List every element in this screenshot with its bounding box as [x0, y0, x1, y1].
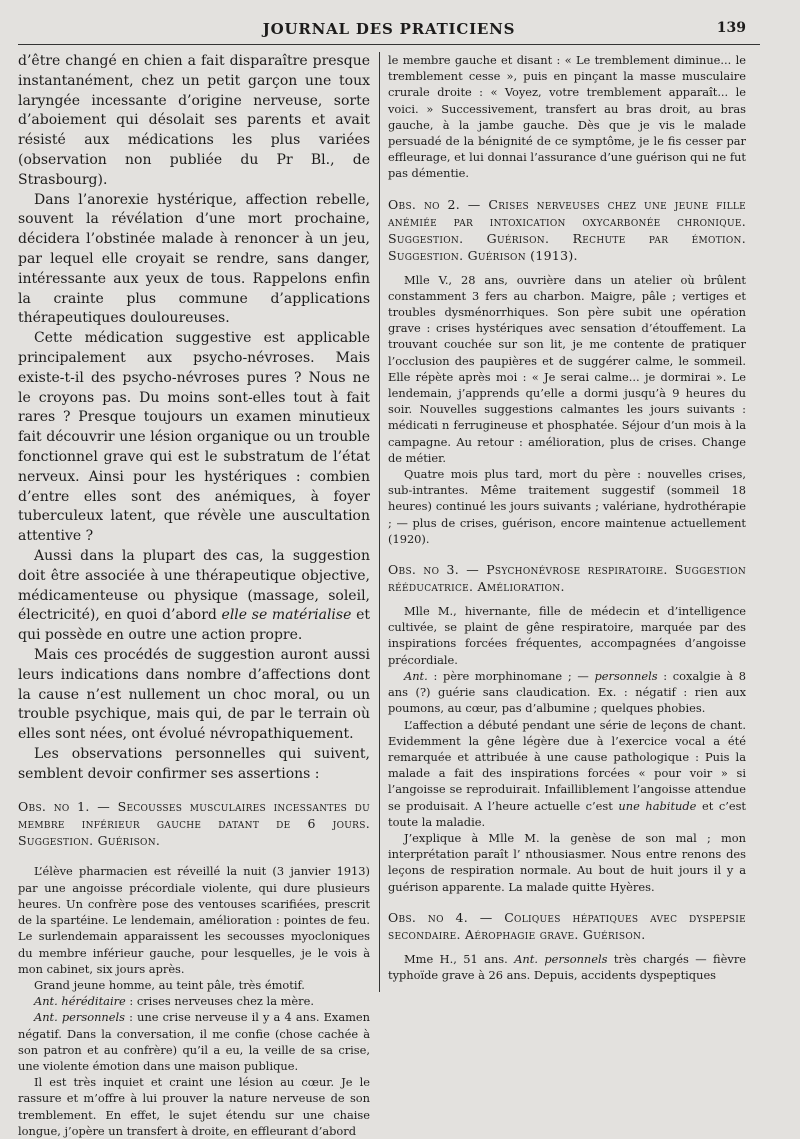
observation-paragraph — [388, 668, 746, 717]
paragraph-text: et qui possède en outre une action propre. — [18, 607, 370, 644]
observation-paragraph — [18, 993, 370, 1009]
paragraph-text: et c’est toute la maladie. — [388, 798, 746, 829]
observation-paragraph: Mlle V., 28 ans, ouvrière dans un atelier où brûlent constamment 3 fers au charbon. Maigre, pâle ; vertiges et troubles dysménorrhiques. Son père subit une opération grave : crises hystériques avec sensation d’étouffement. La trouvant couchée sur son lit, je me contente de pratiquer l’occlusion des paupières et de suggérer calme, le sommeil. Elle répète après moi : « Je serai calme... je dormirai ». Le lendemain, j’apprends qu’elle a dormi jusqu’à 9 heures du soir. Nouvelles suggestions calmantes les jours suivants : médicati n ferrugineuse et phosphatée. Séjour d’un mois à la campagne. Au retour : amélioration, plus de crises. Change de métier. — [388, 272, 746, 465]
observation-paragraph: Grand jeune homme, au teint pâle, très émotif. — [34, 977, 305, 992]
observation-heading: Obs. no 3. — Psychonévrose respiratoire. Suggestion rééducatrice. Amélioration. — [388, 562, 746, 595]
paragraph-text: Mme H., 51 ans. — [404, 951, 515, 966]
paragraph: Mais ces procédés de suggestion auront aussi leurs indications dans nombre d’affections dont la cause n’est nullement un choc moral, ou un trouble psychique, mais qui, de par le terrain où elles sont nées, ont évolué névropathiquement. — [18, 646, 370, 743]
paragraph: Cette médication suggestive est applicable principalement aux psycho-névroses. Mais existe-t-il des psycho-névroses pures ? Nous ne le croyons pas. Du moins sont-elles tout à fait rares ? Presque toujours un examen minutieux fait découvrir une lésion organique ou un trouble fonctionnel grave qui est le substratum de l’état nerveux. Ainsi pour les hystériques : combien d’entre elles sont des anémiques, à foyer tuberculeux latent, que révèle une auscultation attentive ? — [18, 330, 370, 545]
observation-paragraph: Il est très inquiet et craint une lésion au cœur. Je le rassure et m’offre à lui prouver la nature nerveuse de son tremblement. En effet, le sujet étendu sur une chaise longue, j’opère un transfert à droite, en effleurant d’abord — [18, 1075, 370, 1138]
paragraph-text: L’affection a débuté pendant une série de leçons de chant. Evidemment la gêne légère due à l’exercice vocal a été remarquée et attribuée à une cause pathologique : Puis la malade a fait des inspirations forcées « pour voir » si l’angoisse se reproduirait. Infailliblement l’angoisse attendue se produisait. A l’heure actuelle c’est — [388, 717, 746, 813]
antecedent-label: personnels — [594, 668, 658, 683]
paragraph — [18, 547, 370, 646]
running-header — [18, 18, 760, 45]
observation-paragraph — [388, 717, 746, 830]
right-column — [388, 52, 746, 1044]
paragraph: Dans l’anorexie hystérique, affection rebelle, souvent la révélation d’une mort prochaine, décidera l’obstinée malade à renoncer à un jeu, par lequel elle croyait se rendre, sans danger, intéressante aux yeux de tous. Rappelons enfin la crainte plus commune d’applications thérapeutiques douloureuses. — [18, 191, 370, 327]
emphasis-text: une habitude — [618, 798, 697, 813]
paragraph-text: : coxalgie à 8 ans (?) guérie sans claudication. Ex. : négatif : rien aux poumons, au cœur, pas d’albumine ; quelques phobies. — [388, 668, 746, 716]
observation-paragraph: le membre gauche et disant : « Le tremblement diminue... le tremblement cesse », puis en pinçant la masse musculaire crurale droite : « Voyez, votre tremblement apparaît... le voici. » Successivement, transfert au bras droit, au bras gauche, à la jambe gauche. Dès que je vis le malade persuadé de la bénignité de ce symptôme, je le fis cesser par effleurage, et lui donnai l’assurance d’une guérison qui ne fut pas démentie. — [388, 53, 746, 181]
observation-heading: Obs. no 2. — Crises nerveuses chez une jeune fille anémiée par intoxication oxycarbonée chronique. Suggestion. Guérison. Rechute par émotion. Suggestion. Guérison (1913). — [388, 196, 746, 263]
paragraph: d’être changé en chien a fait disparaître presque instantanément, chez un petit garçon une toux laryngée incessante d’origine nerveuse, sorte d’aboiement qui désolait ses parents et avait résisté aux médications les plus variées (observation non publiée du Pr Bl., de Strasbourg). — [18, 53, 370, 188]
observation-paragraph: Mlle M., hivernante, fille de médecin et d’intelligence cultivée, se plaint de gêne respiratoire, marquée par des inspirations forcées fréquentes, accompagnées d’angoisse précordiale. — [388, 604, 746, 667]
observation-paragraph — [18, 1009, 370, 1074]
journal-title: JOURNAL DES PRATICIENS — [262, 20, 516, 38]
emphasis-text: elle se matérialise — [221, 607, 352, 624]
antecedent-label: Ant. héréditaire — [34, 994, 126, 1009]
paragraph-text: : père morphinomane ; — — [427, 668, 595, 683]
paragraph: Les observations personnelles qui suivent, semblent devoir confirmer ses assertions : — [18, 745, 370, 782]
column-divider — [379, 52, 380, 992]
left-column — [18, 52, 370, 1138]
antecedent-label: Ant. personnels — [34, 1010, 125, 1025]
observation-paragraph: J’explique à Mlle M. la genèse de son mal ; mon interprétation paraît l’ nthousiasmer. Nous entre renons des leçons de respiration normale. Au bout de huit jours il y a guérison apparente. La malade quitte Hyères. — [388, 830, 746, 894]
paragraph-text: très chargés — fièvre typhoïde grave à 26 ans. Depuis, accidents dyspeptiques — [388, 951, 746, 982]
paragraph-text: : une crise nerveuse il y a 4 ans. Examen négatif. Dans la conversation, il me confie (chose cachée à son patron et au confrère) qu’il a eu, la veille de sa crise, une violente émotion dans une maison publique. — [18, 1010, 370, 1073]
observation-paragraph: L’élève pharmacien est réveillé la nuit (3 janvier 1913) par une angoisse précordiale violente, qui dure plusieurs heures. Un confrère pose des ventouses scarifiées, prescrit de la spartéine. Le lendemain, amélioration : pointes de feu. Le surlendemain apparaissent les secousses myocloniques du membre inférieur gauche, pour lesquelles, je le vois à mon cabinet, six jours après. — [18, 864, 370, 976]
paragraph-text: : crises nerveuses chez la mère. — [125, 994, 314, 1009]
paragraph-text: Aussi dans la plupart des cas, la suggestion doit être associée à une thérapeutique objective, médicamenteuse ou physique (massage, soleil, électricité), en quoi d’abord — [18, 547, 370, 624]
antecedent-label: Ant. — [404, 668, 428, 683]
antecedent-label: Ant. personnels — [514, 951, 608, 966]
observation-heading: Obs. no 1. — Secousses musculaires incessantes du membre inférieur gauche datant de 6 jours. Suggestion. Guérison. — [18, 799, 370, 849]
observation-paragraph: Quatre mois plus tard, mort du père : nouvelles crises, sub-intrantes. Même traitement suggestif (sommeil 18 heures) continué les jours suivants ; valériane, hydrothérapie ; — plus de crises, guérison, encore maintenue actuellement (1920). — [388, 467, 746, 546]
page-number: 139 — [716, 20, 746, 36]
observation-heading: Obs. no 4. — Coliques hépatiques avec dyspepsie secondaire. Aérophagie grave. Guérison. — [388, 909, 746, 942]
observation-paragraph — [388, 951, 746, 983]
